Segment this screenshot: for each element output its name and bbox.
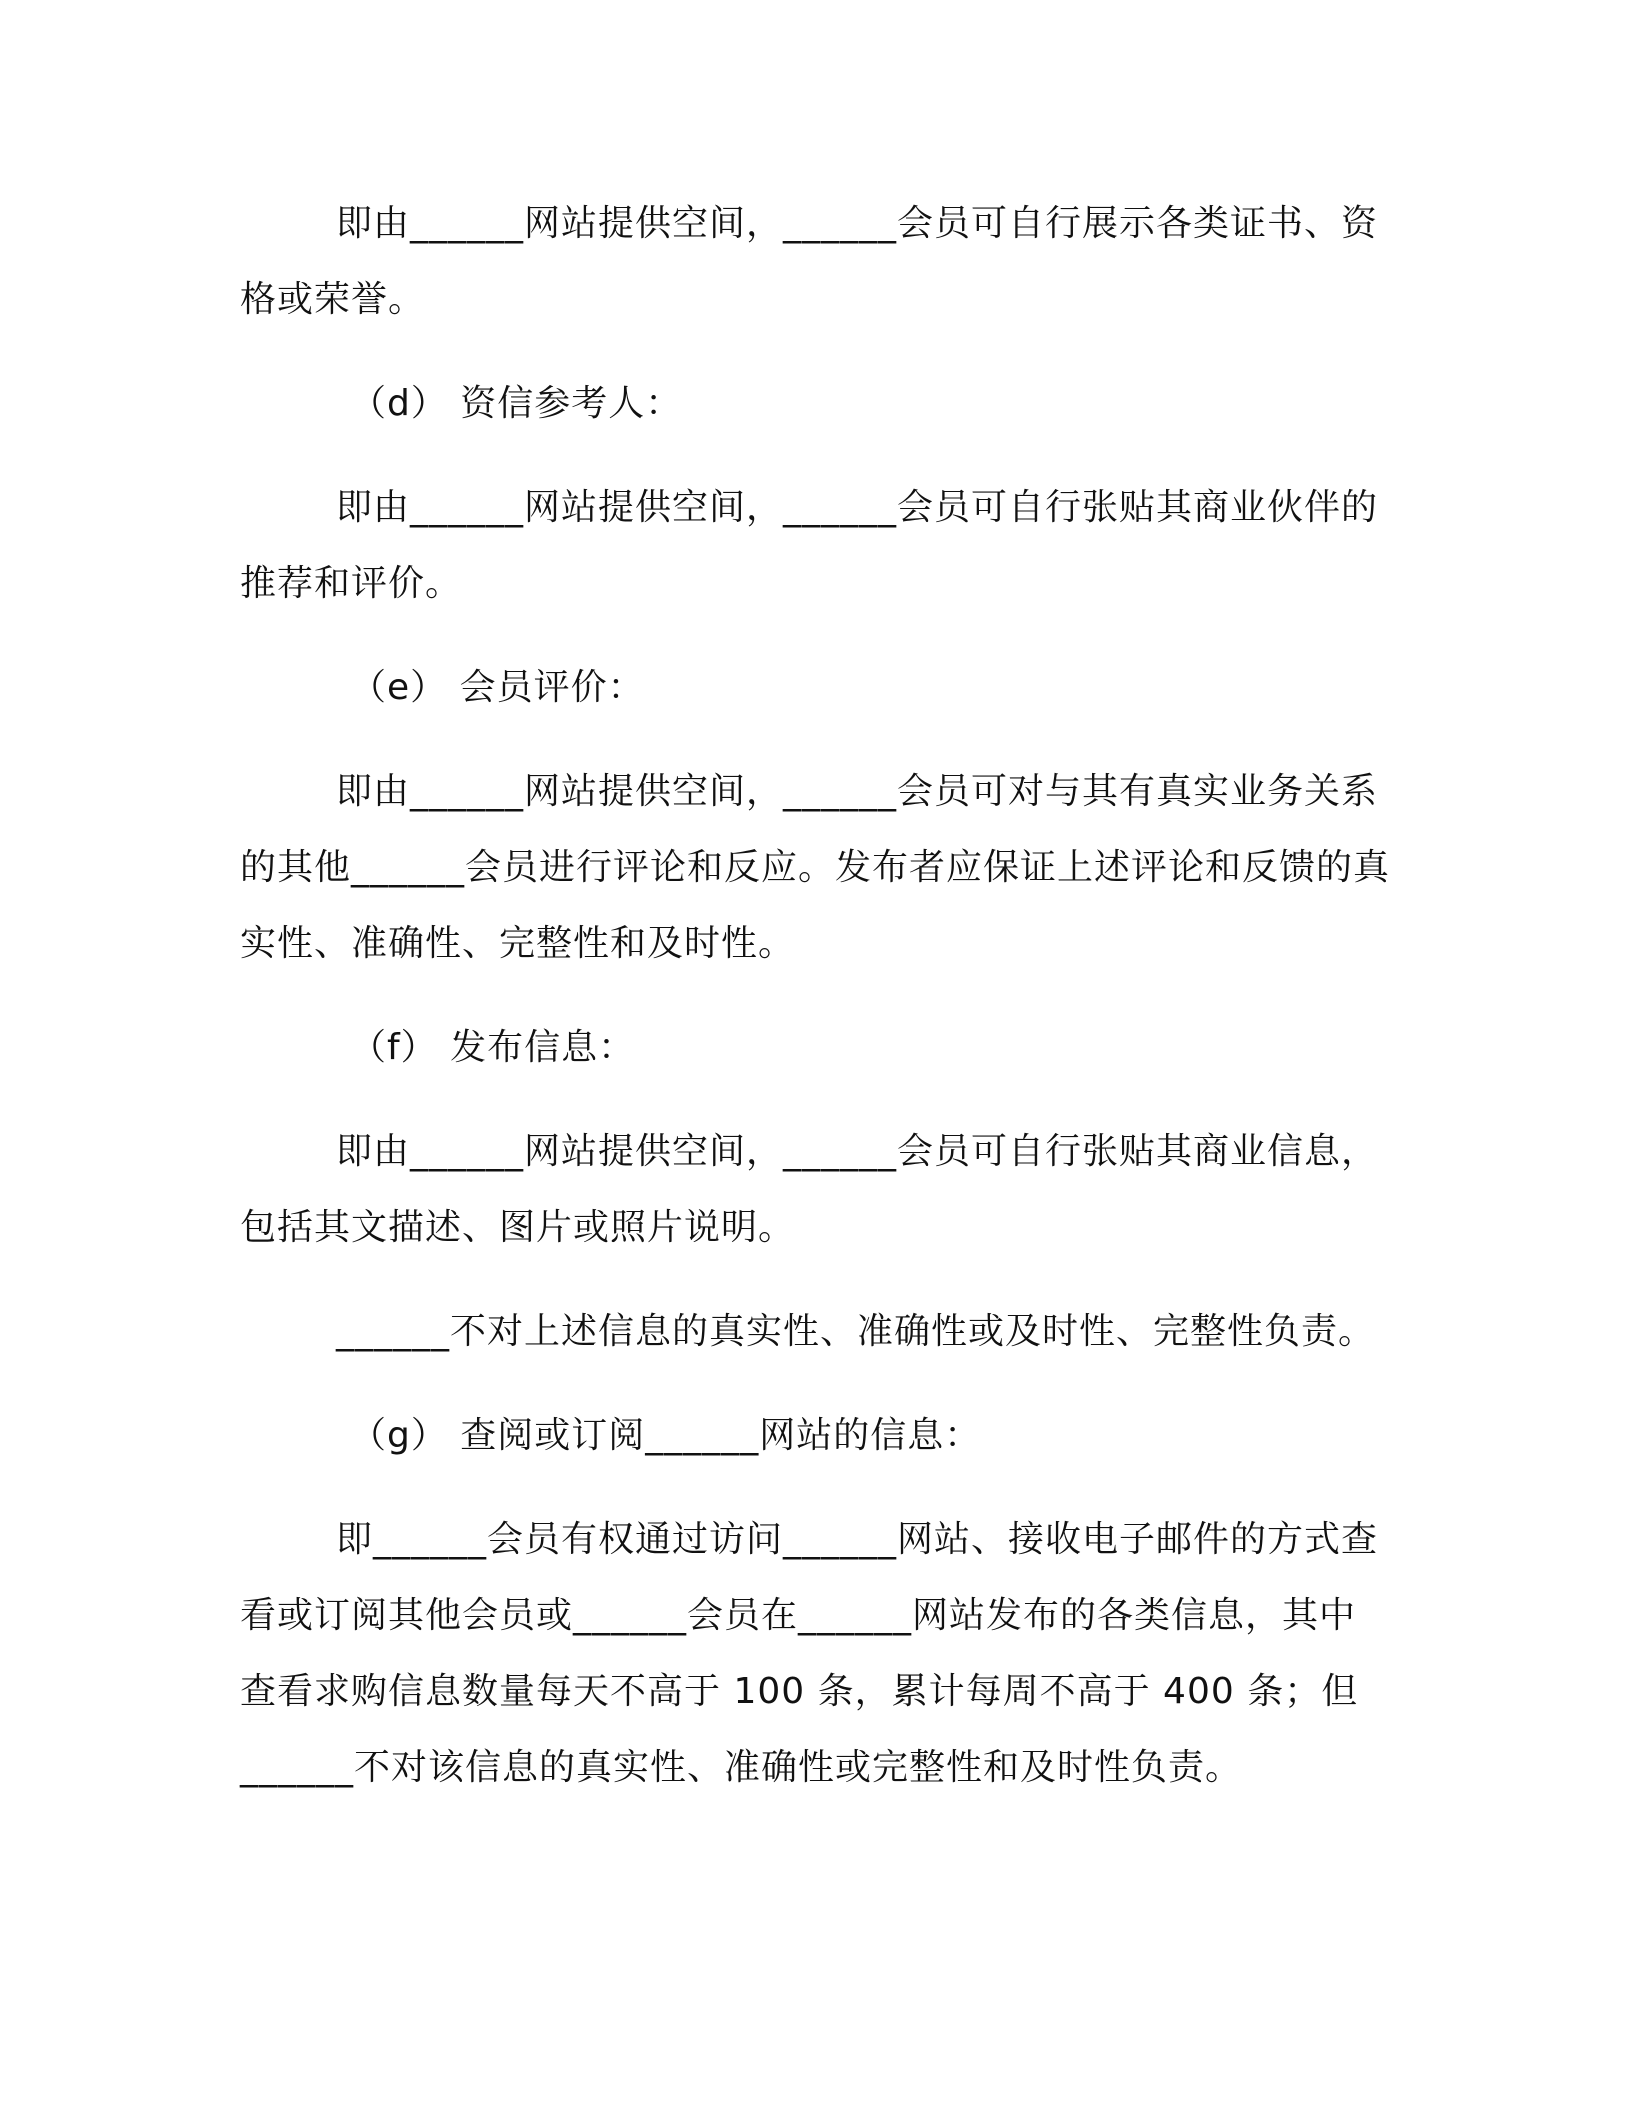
paragraph-member-reviews: 即由______网站提供空间，______会员可对与其有真实业务关系的其他______会员进行评论和反应。发布者应保证上述评论和反馈的真实性、准确性、完整性和及时性。 (240, 771, 1391, 964)
heading-publish-info: （f） 发布信息： (350, 1027, 636, 1068)
paragraph-publish-info: 即由______网站提供空间，______会员可自行张贴其商业信息，包括其文描述、图片或照片说明。 (240, 1131, 1379, 1248)
heading-credit-references: （d） 资信参考人： (350, 383, 683, 424)
document-body (240, 186, 1390, 1834)
paragraph-certificates: 即由______网站提供空间，______会员可自行展示各类证书、资格或荣誉。 (240, 203, 1379, 320)
paragraph-view-subscribe: 即______会员有权通过访问______网站、接收电子邮件的方式查看或订阅其他会员或______会员在______网站发布的各类信息，其中查看求购信息数量每天不高于 100 条，累计每周不高于 400 条；但______不对该信息的真实性、准确性或完整性和及时性负责。 (240, 1519, 1379, 1788)
heading-view-subscribe: （g） 查阅或订阅______网站的信息： (350, 1415, 982, 1456)
paragraph-credit-references: 即由______网站提供空间，______会员可自行张贴其商业伙伴的推荐和评价。 (240, 487, 1379, 604)
heading-member-reviews: （e） 会员评价： (350, 667, 645, 708)
paragraph-disclaimer: ______不对上述信息的真实性、准确性或及时性、完整性负责。 (336, 1311, 1376, 1352)
